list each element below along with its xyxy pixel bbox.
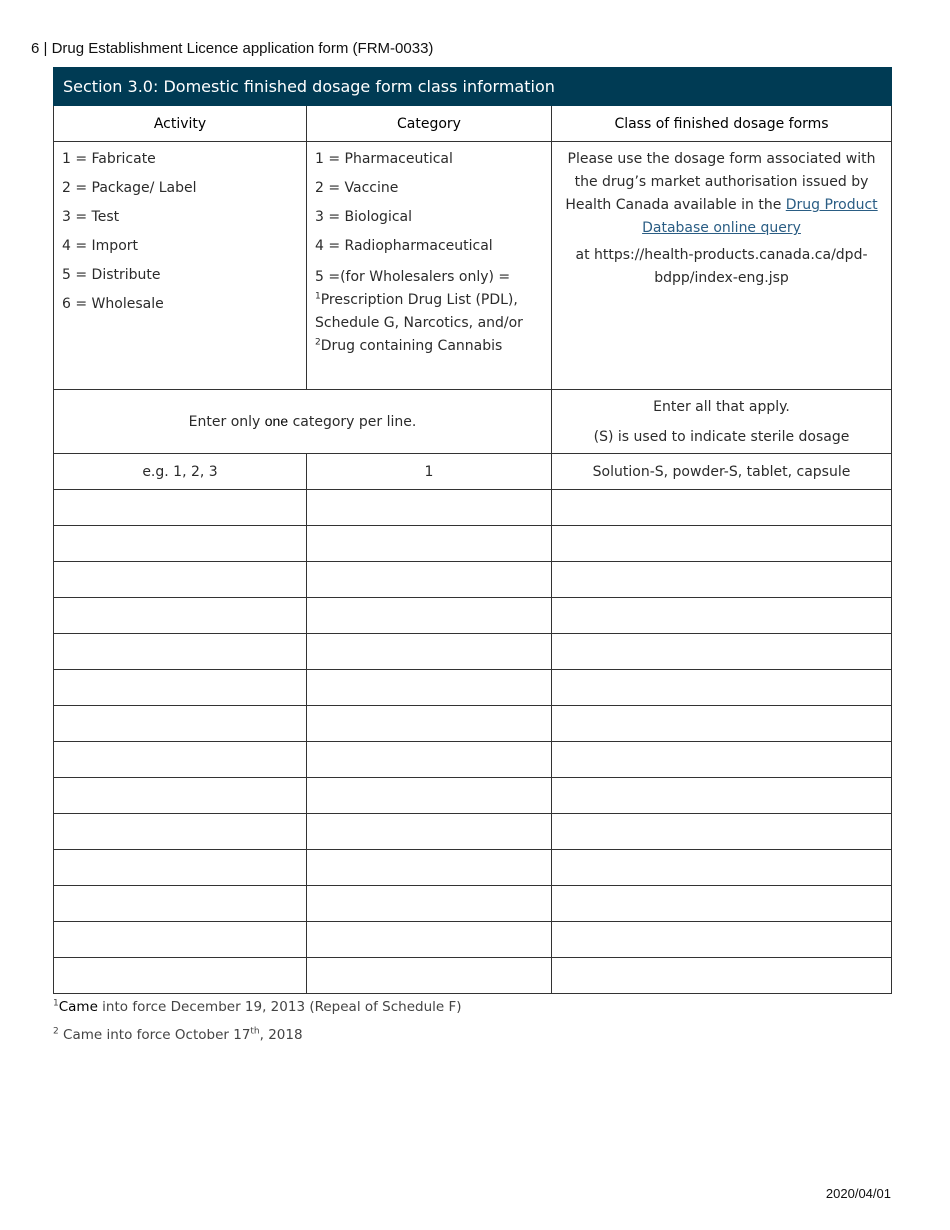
- class-input-cell[interactable]: [552, 562, 892, 598]
- activity-input-cell[interactable]: [54, 778, 307, 814]
- database-url: at https://health-products.canada.ca/dpd-bdpp/index-eng.jsp: [575, 247, 868, 286]
- activity-input-cell[interactable]: [54, 562, 307, 598]
- page-header: 6 | Drug Establishment Licence application form (FRM-0033): [31, 40, 434, 57]
- category-code-5: 5 =(for Wholesalers only) = $^1$Prescription Drug List (PDL), Schedule G, Narcotics, and/or $^2$Drug containing Cannabis: [315, 269, 523, 354]
- class-input-cell[interactable]: [552, 922, 892, 958]
- dosage-form-table: [53, 67, 892, 994]
- dosage-form-note: [552, 142, 892, 390]
- category-input-cell[interactable]: [307, 670, 552, 706]
- activity-input-cell[interactable]: [54, 814, 307, 850]
- activity-code: 3 = Test: [62, 209, 120, 225]
- class-input-cell[interactable]: [552, 850, 892, 886]
- category-input-cell[interactable]: [307, 814, 552, 850]
- column-header-activity: Activity: [54, 106, 307, 142]
- category-instruction: Enter only one category per line.: [54, 390, 552, 454]
- revision-date: 2020/04/01: [825, 1186, 891, 1201]
- section-title: Section 3.0: Domestic finished dosage form class information: [54, 68, 892, 106]
- footnote-2: $^2$ Came into force October 17th, 2018: [53, 1026, 303, 1043]
- class-input-cell[interactable]: [552, 958, 892, 994]
- activity-input-cell[interactable]: [54, 526, 307, 562]
- category-input-cell[interactable]: [307, 778, 552, 814]
- table-row: [54, 634, 892, 670]
- activity-code: 2 = Package/ Label: [62, 180, 197, 196]
- table-row: [54, 778, 892, 814]
- activity-input-cell[interactable]: [54, 634, 307, 670]
- category-code: 1 = Pharmaceutical: [315, 151, 453, 167]
- category-code: 3 = Biological: [315, 209, 412, 225]
- category-input-cell[interactable]: [307, 886, 552, 922]
- category-input-cell[interactable]: [307, 958, 552, 994]
- activity-input-cell[interactable]: [54, 598, 307, 634]
- example-class: Solution-S, powder-S, tablet, capsule: [552, 454, 892, 490]
- class-input-cell[interactable]: [552, 742, 892, 778]
- table-row: [54, 526, 892, 562]
- activity-input-cell[interactable]: [54, 922, 307, 958]
- category-input-cell[interactable]: [307, 634, 552, 670]
- class-input-cell[interactable]: [552, 670, 892, 706]
- table-row: [54, 922, 892, 958]
- class-input-cell[interactable]: [552, 886, 892, 922]
- category-input-cell[interactable]: [307, 598, 552, 634]
- table-row: [54, 670, 892, 706]
- table-row: [54, 562, 892, 598]
- category-input-cell[interactable]: [307, 526, 552, 562]
- category-code: 4 = Radiopharmaceutical: [315, 238, 493, 254]
- activity-code: 1 = Fabricate: [62, 151, 156, 167]
- category-input-cell[interactable]: [307, 490, 552, 526]
- activity-input-cell[interactable]: [54, 490, 307, 526]
- class-input-cell[interactable]: [552, 490, 892, 526]
- class-instruction: Enter all that apply. (S) is used to indicate sterile dosage: [552, 390, 892, 454]
- class-input-cell[interactable]: [552, 778, 892, 814]
- category-input-cell[interactable]: [307, 742, 552, 778]
- table-row: [54, 490, 892, 526]
- category-legend: [307, 142, 552, 390]
- category-input-cell[interactable]: [307, 922, 552, 958]
- class-input-cell[interactable]: [552, 706, 892, 742]
- category-input-cell[interactable]: [307, 562, 552, 598]
- activity-input-cell[interactable]: [54, 850, 307, 886]
- table-row: [54, 958, 892, 994]
- table-row: [54, 706, 892, 742]
- activity-input-cell[interactable]: [54, 958, 307, 994]
- class-input-cell[interactable]: [552, 814, 892, 850]
- example-activity: e.g. 1, 2, 3: [54, 454, 307, 490]
- example-category: 1: [307, 454, 552, 490]
- drug-product-database-link[interactable]: Drug Product Database online query: [642, 197, 878, 236]
- activity-legend: [54, 142, 307, 390]
- category-code: 2 = Vaccine: [315, 180, 399, 196]
- column-header-class: Class of finished dosage forms: [552, 106, 892, 142]
- activity-input-cell[interactable]: [54, 886, 307, 922]
- entry-rows: [54, 490, 892, 994]
- table-row: [54, 850, 892, 886]
- column-header-category: Category: [307, 106, 552, 142]
- activity-code: 6 = Wholesale: [62, 296, 164, 312]
- class-input-cell[interactable]: [552, 598, 892, 634]
- class-input-cell[interactable]: [552, 634, 892, 670]
- activity-input-cell[interactable]: [54, 742, 307, 778]
- activity-input-cell[interactable]: [54, 706, 307, 742]
- activity-code: 4 = Import: [62, 238, 139, 254]
- table-row: [54, 742, 892, 778]
- activity-input-cell[interactable]: [54, 670, 307, 706]
- note-text: Please use the dosage form associated with the drug’s market authorisation issued by Health Canada available in the: [565, 151, 876, 213]
- category-input-cell[interactable]: [307, 850, 552, 886]
- category-input-cell[interactable]: [307, 706, 552, 742]
- footnote-1: $^1$Came into force December 19, 2013 (Repeal of Schedule F): [53, 998, 462, 1015]
- table-row: [54, 814, 892, 850]
- table-row: [54, 598, 892, 634]
- activity-code: 5 = Distribute: [62, 267, 161, 283]
- table-row: [54, 886, 892, 922]
- class-input-cell[interactable]: [552, 526, 892, 562]
